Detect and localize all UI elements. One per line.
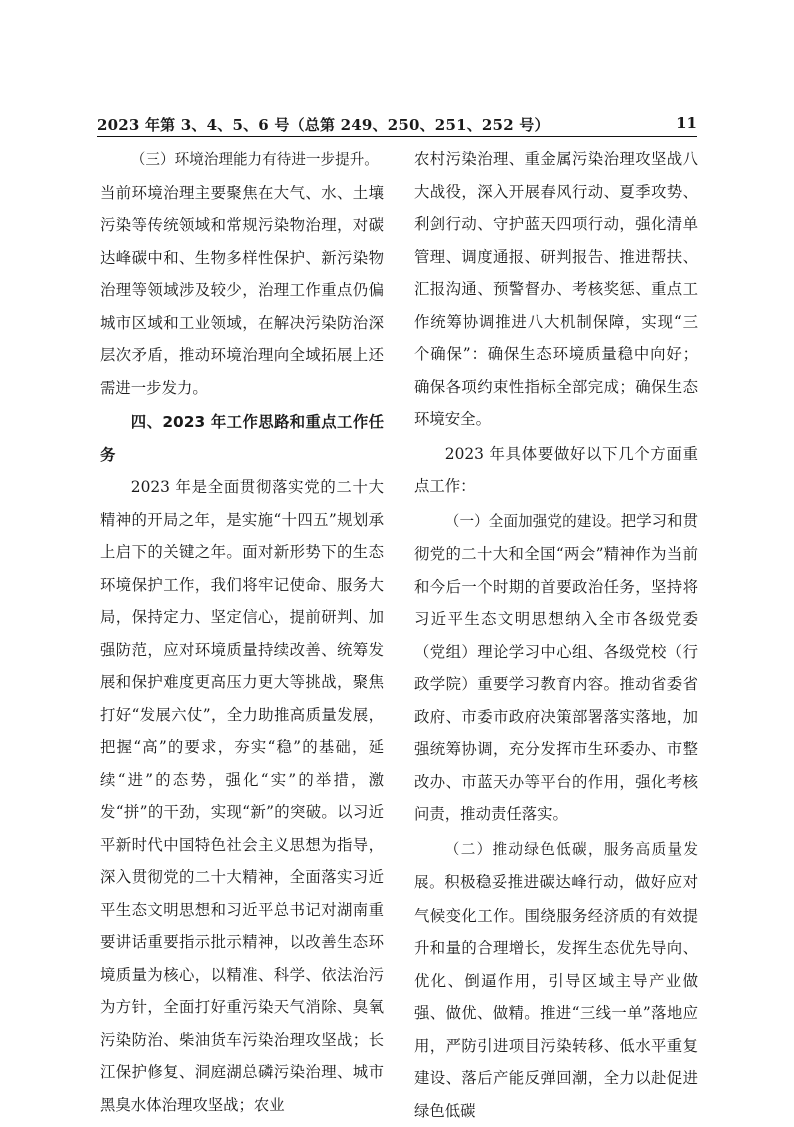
paragraph-2023-outlook: 2023 年是全面贯彻落实党的二十大精神的开局之年，是实施“十四五”规划承上启下的关键之年。面对新形势下的生态环境保护工作，我们将牢记使命、服务大局，保持定力、坚定信心，提前研判、加强防范，应对环境质量持续改善、统筹发展和保护难度更高压力更大等挑战，聚焦打好“发展六仗”，全力助推高质量发展，把握“高”的要求，夯实“稳”的基础，延续“进”的态势，强化“实”的举措，激发“拼”的干劲，实现“新”的突破。以习近平新时代中国特色社会主义思想为指导，深入贯彻党的二十大精神，全面落实习近平生态文明思想和习近平总书记对湖南重要讲话重要指示批示精神，以改善生态环境质量为核心，以精准、科学、依法治污为方针，全面打好重污染天气消除、臭氧污染防治、柴油货车污染治理攻坚战；长江保护修复、洞庭湖总磷污染治理、城市黑臭水体治理攻坚战；农业 (100, 471, 384, 1121)
running-header (97, 114, 697, 136)
header-divider (97, 136, 697, 137)
left-column (100, 143, 384, 1121)
page-number: 11 (676, 114, 697, 132)
paragraph-party-building (414, 505, 698, 831)
paragraph-body: 把学习和贯彻党的二十大和全国“两会”精神作为当前和今后一个时期的首要政治任务，坚持将习近平生态文明思想纳入全市各级党委（党组）理论学习中心组、各级党校（行政学院）重要学习教育内容。推动省委省政府、市委市政府决策部署落实落地，加强统筹协调，充分发挥市生环委办、市整改办、市蓝天办等平台的作用，强化考核问责，推动责任落实。 (414, 512, 698, 824)
paragraph-2023-outlook-continued: 农村污染治理、重金属污染治理攻坚战八大战役，深入开展春风行动、夏季攻势、利剑行动、守护蓝天四项行动，强化清单管理、调度通报、研判报告、推进帮扶、汇报沟通、预警督办、考核奖惩、重点工作统筹协调推进八大机制保障，实现“三个确保”：确保生态环境质量稳中向好；确保各项约束性指标全部完成；确保生态环境安全。 (414, 143, 698, 436)
paragraph-environment-governance-text: 当前环境治理主要聚焦在大气、水、土壤污染等传统领域和常规污染物治理，对碳达峰碳中和、生物多样性保护、新污染物治理等领域涉及较少，治理工作重点仍偏城市区域和工业领域，在解决污染防治深层次矛盾，推动环境治理向全域拓展上还需进一步发力。 (100, 177, 384, 405)
right-column (414, 143, 698, 1127)
subsection-label: （二）推动绿色低碳，服务高质量发展。 (414, 841, 698, 892)
section-heading: 四、2023 年工作思路和重点工作任务 (100, 406, 384, 471)
paragraph-environment-governance (100, 143, 384, 177)
subsection-label: （一）全面加强党的建设。 (445, 513, 621, 530)
subsection-label: （三）环境治理能力有待进一步提升。 (131, 151, 379, 168)
paragraph-green-low-carbon (414, 833, 698, 1127)
issue-info: 2023 年第 3、4、5、6 号（总第 249、250、251、252 号） (97, 114, 550, 135)
paragraph-body: 积极稳妥推进碳达峰行动，做好应对气候变化工作。围绕服务经济质的有效提升和量的合理增长，发挥生态优先导向、优化、倒逼作用，引导区域主导产业做强、做优、做精。推进“三线一单”落地应用，严防引进项目污染转移、低水平重复建设、落后产能反弹回潮，全力以赴促进绿色低碳 (414, 873, 698, 1120)
paragraph-key-tasks-intro: 2023 年具体要做好以下几个方面重点工作： (414, 438, 698, 503)
